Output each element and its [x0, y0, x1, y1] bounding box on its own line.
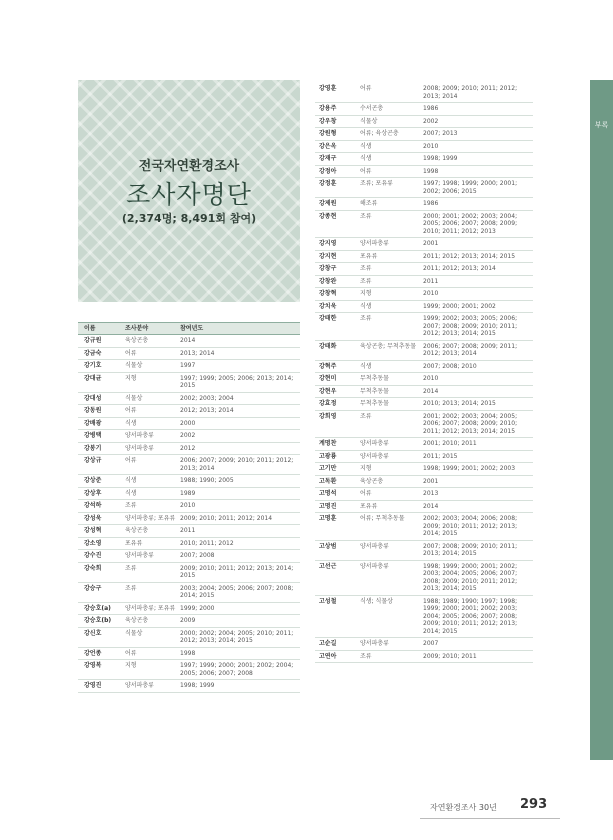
participation-years: 2010 — [180, 502, 196, 509]
participant-name: 강동원 — [84, 407, 102, 414]
participation-years: 2014 — [423, 502, 439, 510]
left-table-body — [78, 335, 300, 693]
table-row — [78, 660, 300, 680]
survey-field: 포유류 — [125, 539, 143, 547]
participant-name: 강창혁 — [319, 290, 337, 297]
survey-field: 양서파충류; 포유류 — [125, 604, 176, 612]
table-row — [315, 166, 533, 179]
participation-years: 2010; 2013; 2014; 2015 — [423, 400, 496, 407]
participant-name: 강대균 — [84, 374, 102, 382]
participant-name: 고순길 — [319, 640, 337, 647]
survey-field: 포유류 — [360, 502, 378, 510]
participation-years: 1997 — [180, 362, 196, 369]
participant-name: 고성철 — [319, 597, 337, 605]
table-row — [315, 313, 533, 341]
participation-years: 2007; 2013 — [423, 130, 458, 137]
table-row — [315, 513, 533, 541]
table-row — [315, 341, 533, 361]
header-field: 조사분야 — [125, 324, 149, 332]
table-row — [78, 393, 300, 406]
participation-years: 2006; 2007; 2008; 2009; 2011; 2012; 2013; 2014 — [423, 342, 518, 357]
table-row — [315, 386, 533, 399]
page-number: 293 — [520, 797, 548, 812]
participation-years: 2001; 2010; 2011 — [423, 440, 477, 447]
survey-field: 포유류 — [360, 252, 378, 260]
survey-field: 양서파충류 — [360, 542, 389, 550]
participant-name: 강배광 — [84, 419, 102, 427]
participant-name: 강소영 — [84, 539, 102, 547]
participant-name: 강석하 — [84, 502, 102, 509]
participant-name: 강영훈 — [319, 85, 337, 92]
participant-name: 고연아 — [319, 652, 337, 660]
left-table-header — [78, 322, 300, 335]
participation-years: 1997; 1999; 2005; 2006; 2013; 2014; 2015 — [180, 374, 294, 389]
table-row — [315, 373, 533, 386]
survey-field: 무척추동물 — [360, 400, 389, 407]
participation-years: 2009; 2010; 2011 — [423, 652, 477, 660]
participant-name: 강승호(b) — [84, 617, 112, 624]
survey-field: 양서파충류 — [125, 432, 154, 439]
participant-name: 강영진 — [84, 682, 102, 689]
table-row — [78, 500, 300, 513]
participation-years: 2011; 2012; 2013; 2014; 2015 — [423, 252, 516, 260]
participant-name: 강창완 — [319, 277, 337, 285]
survey-field: 식생 — [125, 489, 137, 497]
survey-field: 양서파충류 — [360, 640, 389, 647]
survey-field: 식물상 — [125, 629, 143, 637]
participant-name: 고기만 — [319, 465, 337, 472]
participant-name: 강성혁 — [84, 527, 102, 534]
table-row — [315, 83, 533, 103]
participation-years: 2003; 2004; 2005; 2006; 2007; 2008; 2014; 2015 — [180, 584, 294, 599]
table-row — [315, 463, 533, 476]
participation-years: 2010; 2011; 2012 — [180, 539, 234, 547]
survey-field: 어류; 육상곤충 — [360, 130, 399, 137]
survey-field: 어류 — [360, 490, 372, 497]
survey-field: 어류 — [360, 85, 372, 92]
survey-field: 조류 — [360, 412, 372, 420]
survey-field: 양서파충류 — [360, 452, 389, 460]
survey-field: 식생 — [360, 362, 372, 370]
survey-field: 조류 — [360, 277, 372, 285]
table-row — [315, 288, 533, 301]
participant-name: 강숙희 — [84, 564, 102, 572]
table-row — [78, 455, 300, 475]
survey-field: 식생 — [125, 477, 137, 484]
participation-years: 1998; 1999; 2000; 2001; 2002; 2003; 2004; 2005; 2006; 2007; 2008; 2009; 2010; 2011; 2012; 2013; 2014; 2015 — [423, 562, 518, 592]
survey-field: 어류 — [125, 649, 137, 657]
survey-field: 육상곤충 — [125, 337, 149, 344]
survey-field: 양서파충류 — [360, 440, 389, 447]
survey-field: 조류 — [125, 584, 137, 592]
participant-name: 강대성 — [84, 394, 102, 402]
header-name: 이름 — [84, 324, 96, 332]
survey-field: 조류 — [125, 564, 137, 572]
participation-years: 1986 — [423, 105, 439, 112]
table-row — [315, 211, 533, 239]
table-row — [315, 238, 533, 251]
table-row — [315, 361, 533, 374]
participation-years: 2009; 2010; 2011; 2012; 2014 — [180, 514, 273, 522]
survey-field: 조류 — [125, 502, 137, 509]
table-row — [315, 263, 533, 276]
survey-field: 조류; 포유류 — [360, 180, 393, 187]
participation-years: 2002 — [423, 117, 439, 125]
participation-years: 1986 — [423, 200, 439, 207]
participant-name: 고선근 — [319, 562, 337, 570]
table-row — [315, 596, 533, 639]
participant-name: 고상범 — [319, 542, 337, 550]
participation-years: 1997; 1998; 1999; 2000; 2001; 2002; 2006; 2015 — [423, 180, 518, 195]
table-row — [78, 563, 300, 583]
participant-name: 강상규 — [84, 457, 102, 464]
survey-field: 무척추동물 — [360, 375, 389, 382]
participation-years: 2007; 2008 — [180, 552, 215, 559]
participant-name: 강용주 — [319, 105, 337, 112]
participation-years: 2007; 2008; 2009; 2010; 2011; 2013; 2014; 2015 — [423, 542, 518, 557]
table-row — [78, 680, 300, 693]
table-row — [78, 550, 300, 563]
participation-years: 1999; 2000; 2001; 2002 — [423, 302, 496, 310]
survey-field: 식생 — [360, 142, 372, 150]
participation-years: 1999; 2002; 2003; 2005; 2006; 2007; 2008; 2009; 2010; 2011; 2012; 2013; 2014; 2015 — [423, 315, 518, 337]
footer-divider — [420, 818, 560, 819]
survey-field: 조류 — [360, 315, 372, 322]
survey-field: 조류 — [360, 652, 372, 660]
participation-years: 2007; 2008; 2010 — [423, 362, 477, 370]
participation-years: 1998; 1999; 2001; 2002; 2003 — [423, 465, 516, 472]
survey-field: 양서파충류 — [125, 682, 154, 689]
participation-years: 1999; 2000 — [180, 604, 215, 612]
participant-name: 강은옥 — [319, 142, 337, 150]
table-row — [315, 488, 533, 501]
survey-field: 육상곤충 — [125, 527, 149, 534]
table-row — [78, 488, 300, 501]
survey-field: 육상곤충 — [360, 477, 384, 485]
participant-name: 강지현 — [319, 252, 337, 260]
participation-years: 2007 — [423, 640, 439, 647]
participation-years: 1998 — [180, 649, 196, 657]
right-table-body — [315, 83, 533, 663]
survey-field: 지형 — [125, 374, 137, 382]
participation-years: 2011 — [423, 277, 439, 285]
table-row — [315, 638, 533, 651]
participation-years: 1988; 1990; 2005 — [180, 477, 234, 484]
participation-years: 2013 — [423, 490, 439, 497]
survey-field: 식물상 — [360, 117, 378, 125]
participation-years: 2001; 2002; 2003; 2004; 2005; 2006; 2007; 2008; 2009; 2010; 2011; 2012; 2013; 2014; 2015 — [423, 412, 518, 435]
survey-field: 양서파충류 — [360, 240, 389, 247]
participant-name: 강승구 — [84, 584, 102, 592]
survey-field: 어류 — [125, 407, 137, 414]
table-row — [315, 301, 533, 314]
table-row — [315, 153, 533, 166]
table-row — [78, 475, 300, 488]
table-row — [78, 628, 300, 648]
survey-field: 지형 — [125, 662, 137, 669]
participation-years: 2013; 2014 — [180, 349, 215, 357]
survey-field: 양서파충류 — [125, 552, 154, 559]
survey-field: 식물상 — [125, 362, 143, 369]
table-row — [315, 438, 533, 451]
participation-years: 2010 — [423, 375, 439, 382]
survey-field: 조류 — [360, 212, 372, 220]
participant-name: 고독환 — [319, 477, 337, 485]
participant-name: 강재구 — [319, 155, 337, 162]
participation-years: 2008; 2009; 2010; 2011; 2012; 2013; 2014 — [423, 85, 518, 100]
participant-name: 강현미 — [319, 375, 337, 382]
table-row — [315, 451, 533, 464]
participation-years: 1988; 1989; 1990; 1997; 1998; 1999; 2000; 2001; 2002; 2003; 2004; 2005; 2006; 2007; 2008; 2009; 2010; 2011; 2012; 2013; 2014; 2015 — [423, 597, 518, 635]
participant-name: 고명석 — [319, 490, 337, 497]
table-row — [78, 348, 300, 361]
survey-field: 무척추동물 — [360, 387, 389, 395]
participation-years: 2012 — [180, 444, 196, 452]
table-row — [315, 541, 533, 561]
table-row — [315, 103, 533, 116]
table-row — [315, 251, 533, 264]
table-row — [315, 476, 533, 489]
participation-years: 1997; 1999; 2000; 2001; 2002; 2004; 2005; 2006; 2007; 2008 — [180, 662, 294, 677]
survey-field: 식생 — [125, 419, 137, 427]
participant-name: 고광룡 — [319, 452, 337, 460]
table-row — [78, 538, 300, 551]
table-row — [315, 141, 533, 154]
participation-years: 2001 — [423, 477, 439, 485]
table-row — [315, 501, 533, 514]
participation-years: 2001 — [423, 240, 439, 247]
title-line1: 전국자연환경조사 — [138, 159, 240, 174]
survey-field: 지형 — [360, 290, 372, 297]
participant-name: 고명훈 — [319, 515, 337, 522]
table-row — [78, 525, 300, 538]
participant-name: 고명진 — [319, 502, 337, 510]
left-table — [78, 322, 300, 693]
participant-name: 계명찬 — [319, 440, 337, 447]
participant-name: 강승호(a) — [84, 604, 111, 612]
participant-name: 강제원 — [319, 200, 337, 207]
participation-years: 1998 — [423, 167, 439, 175]
participation-years: 2012; 2013; 2014 — [180, 407, 234, 414]
participant-name: 강영복 — [84, 662, 102, 669]
table-row — [78, 615, 300, 628]
survey-field: 어류; 무척추동물 — [360, 515, 405, 522]
table-row — [78, 513, 300, 526]
participant-name: 강상후 — [84, 489, 102, 497]
table-row — [78, 418, 300, 431]
title-box — [78, 80, 300, 302]
participation-years: 2011; 2012; 2013; 2014 — [423, 265, 496, 272]
survey-field: 수서곤충 — [360, 105, 384, 112]
survey-field: 어류 — [125, 457, 137, 464]
survey-field: 양서파충류 — [360, 562, 389, 570]
survey-field: 어류 — [360, 167, 372, 175]
participant-name: 강창구 — [319, 265, 337, 272]
header-years: 참여년도 — [180, 324, 204, 332]
participant-name: 강언종 — [84, 649, 102, 657]
participant-name: 강희영 — [319, 412, 337, 420]
appendix-side-tab — [590, 80, 613, 760]
participant-name: 강효정 — [319, 400, 337, 407]
survey-field: 양서파충류 — [125, 444, 154, 452]
participation-years: 2010 — [423, 142, 439, 150]
table-row — [78, 430, 300, 443]
survey-field: 식물상 — [125, 394, 143, 402]
participant-name: 강치욱 — [319, 302, 337, 310]
survey-field: 육상곤충; 무척추동물 — [360, 342, 417, 350]
participant-name: 강현우 — [319, 387, 337, 395]
table-row — [78, 583, 300, 603]
participation-years: 2002; 2003; 2004 — [180, 394, 234, 402]
participation-years: 2011 — [180, 527, 196, 534]
table-row — [315, 178, 533, 198]
participation-years: 2009 — [180, 617, 196, 624]
participation-years: 2014 — [423, 387, 439, 395]
participant-name: 강우창 — [319, 117, 337, 125]
participation-years: 1989 — [180, 489, 196, 497]
participant-name: 강정훈 — [319, 180, 337, 187]
title-main: 조사자명단 — [126, 180, 252, 209]
participant-name: 강지영 — [319, 240, 337, 247]
participant-name: 강태한 — [319, 315, 337, 322]
participation-years: 2000 — [180, 419, 196, 427]
participant-name: 강상준 — [84, 477, 102, 484]
table-row — [315, 198, 533, 211]
survey-field: 육상곤충 — [125, 617, 149, 624]
table-row — [315, 116, 533, 129]
participation-years: 2000; 2001; 2002; 2003; 2004; 2005; 2006; 2007; 2008; 2009; 2010; 2011; 2012; 2013 — [423, 212, 518, 235]
participation-years: 2002; 2003; 2004; 2006; 2008; 2009; 2010; 2011; 2012; 2013; 2014; 2015 — [423, 515, 518, 537]
participant-name: 강병택 — [84, 432, 102, 439]
survey-field: 식생 — [360, 302, 372, 310]
table-row — [78, 335, 300, 348]
footer-book-title: 자연환경조사 30년 — [430, 803, 497, 812]
participation-years: 1998; 1999 — [180, 682, 215, 689]
survey-field: 해조류 — [360, 200, 378, 207]
participation-years: 1998; 1999 — [423, 155, 458, 162]
table-row — [315, 398, 533, 411]
participant-name: 강정아 — [319, 167, 337, 175]
participant-name: 강금숙 — [84, 349, 102, 357]
table-row — [315, 651, 533, 664]
participant-name: 강태화 — [319, 342, 337, 350]
participant-name: 강혁주 — [319, 362, 337, 370]
participation-years: 2006; 2007; 2009; 2010; 2011; 2012; 2013; 2014 — [180, 457, 294, 472]
table-row — [315, 276, 533, 289]
table-row — [315, 411, 533, 439]
participant-name: 강신호 — [84, 629, 102, 637]
participant-name: 강성욱 — [84, 514, 102, 522]
participant-name: 강종현 — [319, 212, 337, 220]
table-row — [78, 443, 300, 456]
participation-years: 2000; 2002; 2004; 2005; 2010; 2011; 2012; 2013; 2014; 2015 — [180, 629, 294, 644]
table-row — [78, 373, 300, 393]
participation-years: 2014 — [180, 337, 196, 344]
table-row — [78, 360, 300, 373]
table-row — [315, 561, 533, 596]
participant-name: 강봉기 — [84, 444, 102, 452]
survey-field: 양서파충류; 포유류 — [125, 514, 176, 522]
participation-years: 2010 — [423, 290, 439, 297]
right-table — [315, 83, 533, 663]
side-tab-label: 부록 — [594, 121, 609, 129]
table-row — [78, 603, 300, 616]
participant-name: 강기호 — [84, 362, 102, 369]
survey-field: 식생 — [360, 155, 372, 162]
participation-years: 2011; 2015 — [423, 452, 458, 460]
table-row — [315, 128, 533, 141]
survey-field: 어류 — [125, 349, 137, 357]
table-row — [78, 405, 300, 418]
participant-name: 강원형 — [319, 130, 337, 137]
survey-field: 지형 — [360, 465, 372, 472]
participant-name: 강규원 — [84, 337, 102, 344]
participant-name: 강수진 — [84, 552, 102, 559]
survey-field: 식생; 식물상 — [360, 597, 393, 605]
title-subtitle: (2,374명; 8,491회 참여) — [121, 212, 257, 225]
participation-years: 2002 — [180, 432, 196, 439]
survey-field: 조류 — [360, 265, 372, 272]
table-row — [78, 648, 300, 661]
participation-years: 2009; 2010; 2011; 2012; 2013; 2014; 2015 — [180, 564, 294, 579]
